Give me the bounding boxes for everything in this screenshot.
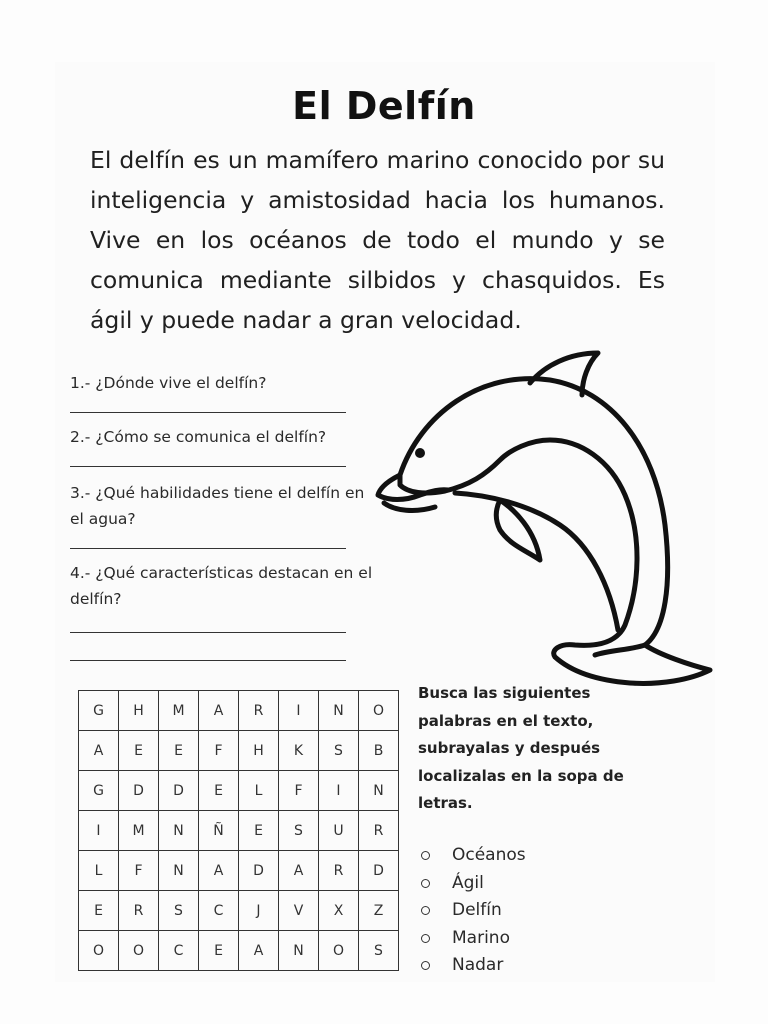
grid-cell[interactable]: R — [239, 691, 279, 731]
grid-cell[interactable]: B — [359, 731, 399, 771]
grid-cell[interactable]: O — [79, 931, 119, 971]
grid-cell[interactable]: A — [239, 931, 279, 971]
grid-cell[interactable]: H — [119, 691, 159, 731]
grid-cell[interactable]: A — [199, 691, 239, 731]
page-title: El Delfín — [292, 84, 476, 128]
grid-cell[interactable]: E — [119, 731, 159, 771]
word-label: Nadar — [452, 955, 504, 975]
grid-cell[interactable]: I — [279, 691, 319, 731]
grid-cell[interactable]: L — [79, 851, 119, 891]
grid-cell[interactable]: D — [159, 771, 199, 811]
grid-cell[interactable]: O — [359, 691, 399, 731]
grid-cell[interactable]: R — [359, 811, 399, 851]
answer-line-1[interactable] — [70, 412, 346, 413]
grid-row — [79, 851, 399, 891]
grid-cell[interactable]: D — [359, 851, 399, 891]
grid-cell[interactable]: O — [319, 931, 359, 971]
grid-cell[interactable]: E — [239, 811, 279, 851]
word-item — [418, 925, 526, 953]
grid-cell[interactable]: R — [119, 891, 159, 931]
grid-cell[interactable]: D — [239, 851, 279, 891]
word-label: Marino — [452, 927, 510, 948]
grid-cell[interactable]: O — [119, 931, 159, 971]
answer-line-3[interactable] — [70, 548, 346, 549]
grid-cell[interactable]: A — [279, 851, 319, 891]
word-search-instructions: Busca las siguientes palabras en el texto, subrayalas y después localizalas en la sopa de letras. — [418, 684, 624, 812]
question-3: 3.- ¿Qué habilidades tiene el delfín en el agua? — [70, 484, 365, 528]
reading-passage: El delfín es un mamífero marino conocido por su inteligencia y amistosidad hacia los humanos. Vive en los océanos de todo el mundo y se comunica mediante silbidos y chasquidos. Es ágil y puede nadar a gran velocidad. — [90, 146, 665, 334]
grid-cell[interactable]: N — [159, 811, 199, 851]
word-item — [418, 897, 526, 925]
grid-cell[interactable]: G — [79, 771, 119, 811]
grid-row — [79, 931, 399, 971]
answer-line-2[interactable] — [70, 466, 346, 467]
word-label: Océanos — [452, 845, 526, 865]
grid-row — [79, 731, 399, 771]
circle-bullet-icon — [421, 934, 430, 943]
grid-cell[interactable]: E — [159, 731, 199, 771]
grid-cell[interactable]: Z — [359, 891, 399, 931]
grid-cell[interactable]: X — [319, 891, 359, 931]
grid-cell[interactable]: A — [79, 731, 119, 771]
word-item — [418, 842, 526, 870]
word-label: Delfín — [452, 900, 502, 920]
grid-cell[interactable]: F — [119, 851, 159, 891]
word-item — [418, 870, 526, 898]
grid-cell[interactable]: E — [79, 891, 119, 931]
grid-cell[interactable]: M — [119, 811, 159, 851]
grid-cell[interactable]: F — [199, 731, 239, 771]
grid-cell[interactable]: F — [279, 771, 319, 811]
grid-cell[interactable]: E — [199, 931, 239, 971]
grid-cell[interactable]: N — [159, 851, 199, 891]
grid-cell[interactable]: R — [319, 851, 359, 891]
circle-bullet-icon — [421, 961, 430, 970]
question-2: 2.- ¿Cómo se comunica el delfín? — [70, 428, 327, 446]
grid-row — [79, 891, 399, 931]
grid-cell[interactable]: V — [279, 891, 319, 931]
grid-cell[interactable]: Ñ — [199, 811, 239, 851]
question-4: 4.- ¿Qué características destacan en el delfín? — [70, 564, 373, 608]
grid-cell[interactable]: I — [79, 811, 119, 851]
grid-cell[interactable]: G — [79, 691, 119, 731]
grid-cell[interactable]: U — [319, 811, 359, 851]
grid-cell[interactable]: E — [199, 771, 239, 811]
dolphin-illustration — [360, 345, 720, 695]
grid-cell[interactable]: M — [159, 691, 199, 731]
grid-cell[interactable]: N — [279, 931, 319, 971]
grid-row — [79, 811, 399, 851]
grid-row — [79, 771, 399, 811]
grid-cell[interactable]: S — [159, 891, 199, 931]
grid-cell[interactable]: J — [239, 891, 279, 931]
answer-line-4b[interactable] — [70, 660, 346, 661]
grid-cell[interactable]: I — [319, 771, 359, 811]
circle-bullet-icon — [421, 906, 430, 915]
grid-cell[interactable]: S — [319, 731, 359, 771]
grid-cell[interactable]: D — [119, 771, 159, 811]
grid-cell[interactable]: S — [359, 931, 399, 971]
grid-cell[interactable]: L — [239, 771, 279, 811]
grid-cell[interactable]: N — [359, 771, 399, 811]
answer-line-4a[interactable] — [70, 632, 346, 633]
word-list — [418, 842, 526, 980]
word-item — [418, 952, 526, 980]
grid-cell[interactable]: C — [199, 891, 239, 931]
grid-cell[interactable]: H — [239, 731, 279, 771]
grid-cell[interactable]: S — [279, 811, 319, 851]
grid-cell[interactable]: N — [319, 691, 359, 731]
word-search-grid — [78, 690, 399, 971]
circle-bullet-icon — [421, 851, 430, 860]
circle-bullet-icon — [421, 879, 430, 888]
grid-cell[interactable]: C — [159, 931, 199, 971]
grid-row — [79, 691, 399, 731]
word-label: Ágil — [452, 872, 484, 893]
grid-cell[interactable]: A — [199, 851, 239, 891]
question-1: 1.- ¿Dónde vive el delfín? — [70, 374, 267, 392]
grid-cell[interactable]: K — [279, 731, 319, 771]
